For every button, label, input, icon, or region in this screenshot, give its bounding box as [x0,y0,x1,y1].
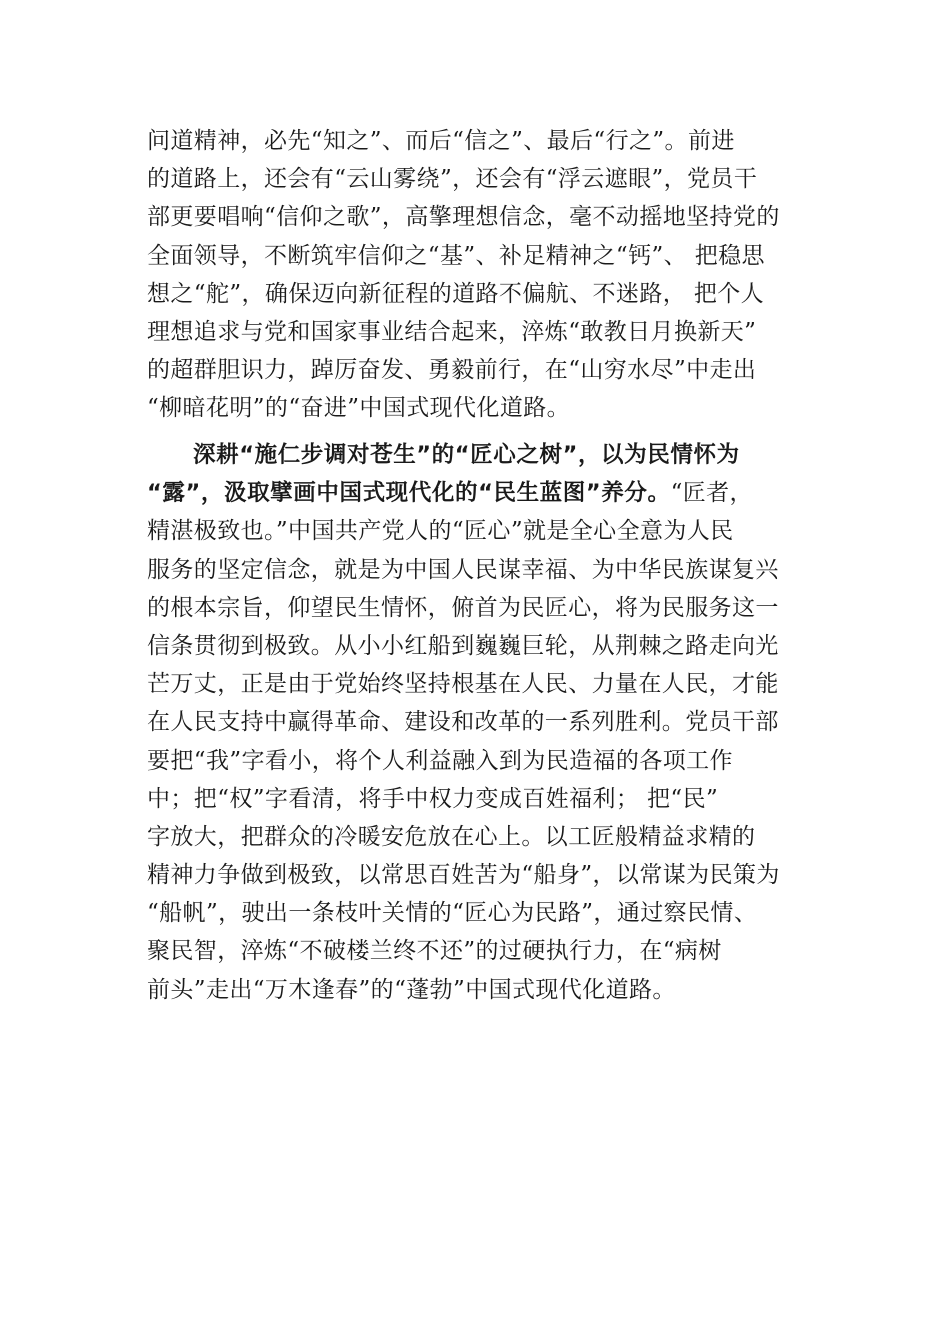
paragraph-heading-line-2 [147,474,819,512]
paragraph-heading-bold-text: “露”，汲取擘画中国式现代化的“民生蓝图”养分。 [147,480,671,507]
paragraph-heading-line: 深耕“施仁步调对苍生”的“匠心之树”，以为民情怀为 [193,442,740,468]
text-line: 的道路上，还会有“云山雾绕”，还会有“浮云遮眼”，党员干 [147,166,758,193]
text-line: 在人民支持中赢得革命、建设和改革的一系列胜利。党员干部 [147,709,779,736]
text-line: 字放大，把群众的冷暖安危放在心上。以工匠般精益求精的 [147,823,756,850]
text-line: 信条贯彻到极致。从小小红船到巍巍巨轮，从荆棘之路走向光 [147,632,779,659]
text-line: 想之“舵”，确保迈向新征程的道路不偏航、不迷路， 把个人 [147,280,765,307]
text-line: 的根本宗旨，仰望民生情怀，俯首为民匠心，将为民服务这一 [147,594,779,621]
text-line: 聚民智，淬炼“不破楼兰终不还”的过硬执行力，在“病树 [147,938,722,965]
text-line: 问道精神，必先“知之”、而后“信之”、最后“行之”。前进 [147,128,735,154]
text-line: 芒万丈，正是由于党始终坚持根基在人民、力量在人民，才能 [147,671,779,698]
text-line: 理想追求与党和国家事业结合起来，淬炼“敢教日月换新天” [147,318,757,345]
text-line: 服务的坚定信念，就是为中国人民谋幸福、为中华民族谋复兴 [147,556,779,583]
text-line: 部更要唱响“信仰之歌”，高擎理想信念，毫不动摇地坚持党的 [147,204,780,231]
text-line: 要把“我”字看小，将个人利益融入到为民造福的各项工作 [147,747,733,774]
text-line: 中；把“权”字看清，将手中权力变成百姓福利； 把“民” [147,785,719,812]
text-line: 精湛极致也。”中国共产党人的“匠心”就是全心全意为人民 [147,518,734,545]
text-line: 精神力争做到极致，以常思百姓苦为“船身”，以常谋为民策为 [147,862,780,889]
paragraph-2 [147,436,819,1009]
text-line: 的超群胆识力，踔厉奋发、勇毅前行，在“山穷水尽”中走出 [147,357,757,384]
text-line: “船帆”，驶出一条枝叶关情的“匠心为民路”，通过察民情、 [147,900,758,927]
text-line: 全面领导，不断筑牢信仰之“基”、补足精神之“钙”、 把稳思 [147,242,765,269]
paragraph-heading-tail: “匠者， [670,480,753,507]
text-line: 前头”走出“万木逢春”的“蓬勃”中国式现代化道路。 [147,976,676,1003]
text-line: “柳暗花明”的“奋进”中国式现代化道路。 [147,395,571,422]
paragraph-1 [147,122,819,428]
